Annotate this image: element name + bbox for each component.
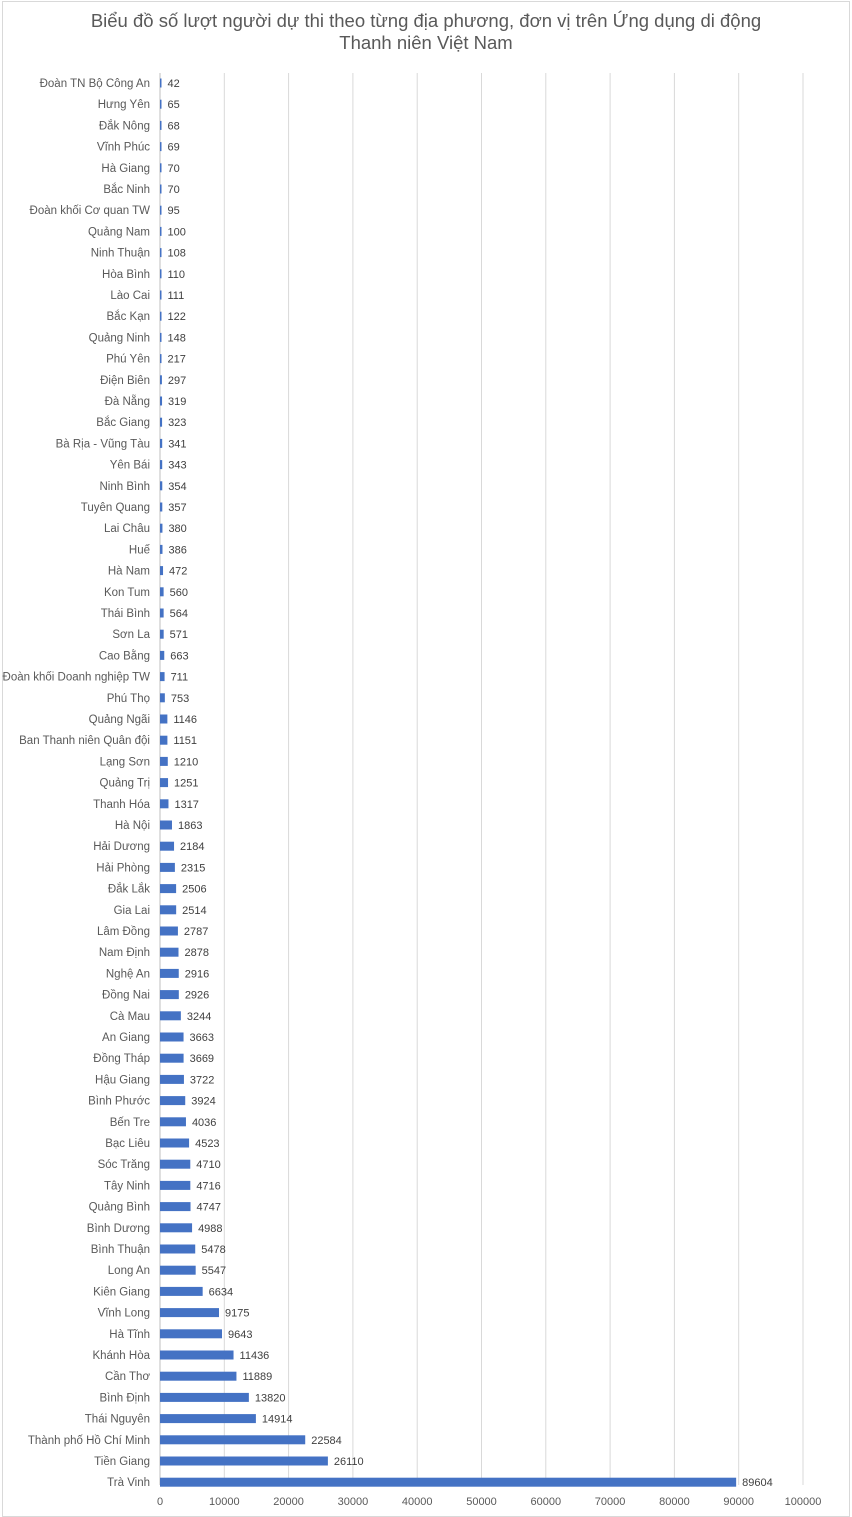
bar: [160, 227, 162, 236]
data-label: 711: [170, 671, 189, 684]
category-label: Cà Mau: [109, 1010, 150, 1023]
data-label: 341: [168, 438, 187, 451]
data-label: 111: [167, 290, 185, 302]
category-label: Kon Tum: [103, 586, 150, 599]
category-label: Tây Ninh: [103, 1180, 150, 1193]
data-label: 26110: [333, 1456, 364, 1468]
data-label: 571: [169, 629, 189, 642]
category-label: Thanh Hóa: [93, 798, 150, 811]
category-label: Bình Thuận: [90, 1244, 150, 1256]
category-label: Tuyên Quang: [80, 502, 150, 514]
data-label: 5478: [201, 1244, 226, 1256]
bar: [160, 1329, 222, 1338]
category-label: Đắk Lắk: [107, 883, 150, 896]
bar: [160, 1435, 305, 1444]
category-label: Đà Nẵng: [104, 396, 150, 408]
category-label: Phú Thọ: [106, 692, 150, 705]
bar: [160, 799, 168, 808]
data-label: 110: [167, 268, 186, 281]
category-label: Quảng Ngãi: [88, 714, 150, 726]
category-label: Lào Cai: [110, 290, 150, 302]
category-label: Gia Lai: [113, 904, 150, 917]
data-label: 9643: [228, 1328, 253, 1341]
category-label: Bắc Ninh: [103, 184, 150, 196]
category-label: Hưng Yên: [97, 99, 150, 112]
category-label: Khánh Hòa: [92, 1350, 150, 1362]
bar: [160, 842, 174, 851]
category-label: Thành phố Hồ Chí Minh: [27, 1434, 150, 1447]
bar: [160, 397, 162, 406]
category-label: Thái Bình: [100, 608, 150, 620]
bar: [160, 269, 162, 278]
data-label: 5547: [201, 1265, 227, 1278]
data-label: 13820: [254, 1392, 286, 1405]
bar: [160, 1223, 192, 1232]
data-label: 3722: [189, 1074, 215, 1087]
category-label: An Giang: [102, 1032, 150, 1044]
category-label: Ninh Thuận: [90, 247, 150, 260]
category-label: Hải Dương: [93, 841, 150, 854]
bar: [160, 1181, 190, 1190]
bar: [160, 1351, 234, 1360]
chart-title-line-2: Thanh niên Việt Nam: [339, 32, 513, 53]
bar: [160, 1011, 181, 1020]
category-label: Quảng Nam: [87, 226, 150, 239]
data-label: 3244: [186, 1010, 212, 1023]
category-label: Đắk Nông: [98, 120, 150, 133]
category-label: Vĩnh Phúc: [96, 141, 150, 154]
data-label: 1317: [174, 798, 199, 811]
data-label: 70: [167, 184, 180, 196]
bar: [160, 757, 168, 766]
data-label: 108: [167, 247, 186, 260]
category-label: Đoàn khối Cơ quan TW: [29, 205, 150, 218]
bar: [160, 821, 172, 830]
category-label: Hòa Bình: [102, 268, 150, 281]
category-label: Đoàn TN Bộ Công An: [39, 78, 150, 90]
category-label: Hà Nam: [107, 565, 150, 578]
data-label: 319: [168, 396, 187, 408]
x-tick-label: 50000: [466, 1496, 497, 1508]
bar: [160, 185, 162, 194]
bar: [160, 545, 162, 554]
x-tick-label: 20000: [273, 1496, 304, 1508]
bar: [160, 905, 176, 914]
bar: [160, 778, 168, 787]
bar: [160, 1393, 249, 1402]
category-label: Bạc Liêu: [105, 1138, 150, 1150]
data-label: 9175: [224, 1307, 250, 1320]
category-label: Bắc Kạn: [106, 311, 150, 324]
data-label: 89604: [742, 1477, 773, 1490]
bar: [160, 1117, 186, 1126]
category-label: Quảng Bình: [88, 1201, 150, 1214]
category-label: Cần Thơ: [104, 1371, 150, 1384]
data-label: 11436: [239, 1350, 270, 1362]
bar: [160, 1308, 219, 1317]
bar: [160, 1139, 189, 1148]
chart-title-line-1: Biểu đồ số lượt người dự thi theo từng địa phương, đơn vị trên Ứng dụng di động: [90, 10, 762, 31]
bar: [160, 587, 164, 596]
category-label: Hà Giang: [101, 162, 150, 175]
bar: [160, 163, 162, 172]
category-label: Tiền Giang: [94, 1456, 150, 1468]
bar: [160, 460, 162, 469]
data-label: 148: [167, 332, 186, 345]
bar: [160, 1054, 184, 1063]
category-label: Bến Tre: [109, 1116, 150, 1129]
data-label: 1146: [173, 714, 198, 726]
category-label: Huế: [128, 544, 150, 557]
category-label: Sơn La: [112, 629, 150, 642]
bar: [160, 312, 162, 321]
category-label: Bình Phước: [88, 1095, 150, 1108]
bar: [160, 1096, 185, 1105]
x-tick-label: 0: [156, 1496, 164, 1508]
category-label: Thái Nguyên: [84, 1413, 150, 1426]
data-label: 65: [167, 99, 180, 112]
category-label: Hậu Giang: [95, 1074, 150, 1087]
data-label: 472: [169, 565, 188, 578]
category-label: Cao Bằng: [98, 650, 150, 663]
bar: [160, 248, 162, 257]
data-label: 2878: [184, 947, 209, 960]
bar: [160, 948, 179, 957]
category-label: Quảng Ninh: [88, 332, 150, 345]
bar: [160, 969, 179, 978]
bar: [160, 142, 162, 151]
bar: [160, 1287, 203, 1296]
x-tick-label: 70000: [594, 1496, 626, 1508]
data-label: 2514: [182, 904, 207, 917]
bar: [160, 672, 165, 681]
bar: [160, 418, 162, 427]
data-label: 380: [168, 523, 187, 536]
data-label: 4747: [196, 1201, 222, 1214]
category-label: Vĩnh Long: [97, 1307, 150, 1320]
category-label: Lâm Đồng: [96, 926, 150, 938]
data-label: 1251: [174, 777, 199, 790]
category-label: Điện Biên: [100, 374, 150, 387]
data-label: 11889: [242, 1371, 273, 1384]
data-label: 4523: [195, 1138, 220, 1150]
data-label: 2787: [183, 926, 209, 938]
bar: [160, 651, 164, 660]
bar: [160, 481, 162, 490]
data-label: 386: [168, 544, 187, 557]
bar: [160, 333, 162, 342]
data-label: 564: [169, 608, 188, 620]
bar: [160, 693, 165, 702]
category-label: Lai Châu: [103, 523, 150, 536]
category-label: Hà Tĩnh: [109, 1328, 150, 1341]
bar: [160, 121, 162, 130]
data-label: 3669: [189, 1053, 215, 1066]
bar: [160, 990, 179, 999]
category-label: Nam Định: [98, 947, 150, 960]
data-label: 4716: [196, 1180, 221, 1193]
data-label: 68: [167, 120, 180, 133]
category-label: Nghệ An: [105, 968, 150, 981]
category-label: Đoàn khối Doanh nghiệp TW: [2, 671, 150, 684]
bar: [160, 1266, 196, 1275]
bar: [160, 375, 162, 384]
data-label: 753: [170, 692, 190, 705]
data-label: 2184: [180, 841, 205, 854]
bar: [160, 524, 162, 533]
bar: [160, 1478, 736, 1487]
x-tick-label: 90000: [723, 1496, 754, 1508]
category-label: Phú Yên: [106, 353, 150, 366]
bar: [160, 1414, 256, 1423]
data-label: 3924: [191, 1095, 216, 1108]
bar: [160, 1457, 328, 1466]
data-label: 95: [167, 205, 180, 218]
data-label: 1210: [173, 756, 199, 769]
data-label: 357: [168, 502, 187, 514]
bar: [160, 1202, 191, 1211]
data-label: 1151: [173, 735, 198, 748]
category-label: Bình Dương: [86, 1222, 150, 1235]
category-label: Long An: [107, 1265, 150, 1278]
data-label: 69: [167, 141, 180, 154]
bar: [160, 630, 164, 639]
data-label: 6634: [208, 1286, 234, 1299]
data-label: 70: [167, 162, 180, 175]
data-label: 217: [167, 353, 186, 366]
x-tick-label: 40000: [401, 1496, 433, 1508]
category-label: Bắc Giang: [96, 417, 150, 430]
bar: [160, 79, 162, 88]
bar: [160, 1245, 195, 1254]
bar: [160, 609, 164, 618]
category-label: Hải Phòng: [96, 862, 150, 875]
category-label: Bà Rịa - Vũng Tàu: [55, 438, 150, 451]
data-label: 323: [168, 417, 187, 430]
category-label: Ban Thanh niên Quân đội: [19, 735, 150, 748]
bar: [160, 1075, 184, 1084]
data-label: 4036: [191, 1116, 217, 1129]
category-label: Hà Nội: [114, 820, 150, 832]
data-label: 663: [170, 650, 189, 663]
category-label: Ninh Bình: [99, 480, 150, 493]
data-label: 354: [168, 480, 187, 493]
bar: [160, 439, 162, 448]
data-label: 14914: [261, 1413, 293, 1426]
category-label: Đồng Tháp: [93, 1053, 150, 1066]
category-label: Quảng Trị: [99, 777, 150, 790]
bar: [160, 503, 162, 512]
bar: [160, 206, 162, 215]
bar: [160, 884, 176, 893]
data-label: 122: [167, 311, 186, 324]
bar: [160, 566, 163, 575]
category-label: Sóc Trăng: [97, 1159, 150, 1172]
data-label: 4710: [196, 1159, 221, 1172]
data-label: 2926: [184, 989, 210, 1002]
bar: [160, 1372, 236, 1381]
x-tick-label: 30000: [337, 1496, 369, 1508]
bar: [160, 291, 162, 300]
category-label: Lạng Sơn: [99, 756, 150, 769]
data-label: 2916: [184, 968, 210, 981]
data-label: 3663: [189, 1032, 215, 1044]
data-label: 4988: [198, 1222, 223, 1235]
x-tick-label: 100000: [784, 1496, 822, 1508]
bar: [160, 863, 175, 872]
bar: [160, 736, 167, 745]
bar: [160, 100, 162, 109]
category-label: Trà Vinh: [107, 1477, 150, 1490]
bar: [160, 1033, 184, 1042]
data-label: 1863: [177, 820, 203, 832]
data-label: 2506: [182, 883, 207, 896]
data-label: 2315: [180, 862, 206, 875]
data-label: 100: [167, 226, 186, 239]
bar: [160, 1160, 190, 1169]
data-label: 42: [167, 78, 180, 90]
category-label: Yên Bái: [109, 459, 150, 472]
category-label: Bình Định: [99, 1392, 150, 1405]
category-label: Kiên Giang: [93, 1286, 150, 1299]
x-tick-label: 80000: [659, 1496, 690, 1508]
category-label: Đồng Nai: [102, 989, 150, 1002]
bar: [160, 927, 178, 936]
data-label: 297: [167, 374, 187, 387]
data-label: 22584: [311, 1434, 342, 1447]
x-tick-label: 10000: [209, 1496, 240, 1508]
x-tick-label: 60000: [530, 1496, 562, 1508]
data-label: 560: [169, 586, 188, 599]
bar: [160, 715, 167, 724]
bar: [160, 354, 162, 363]
data-label: 343: [168, 459, 187, 472]
